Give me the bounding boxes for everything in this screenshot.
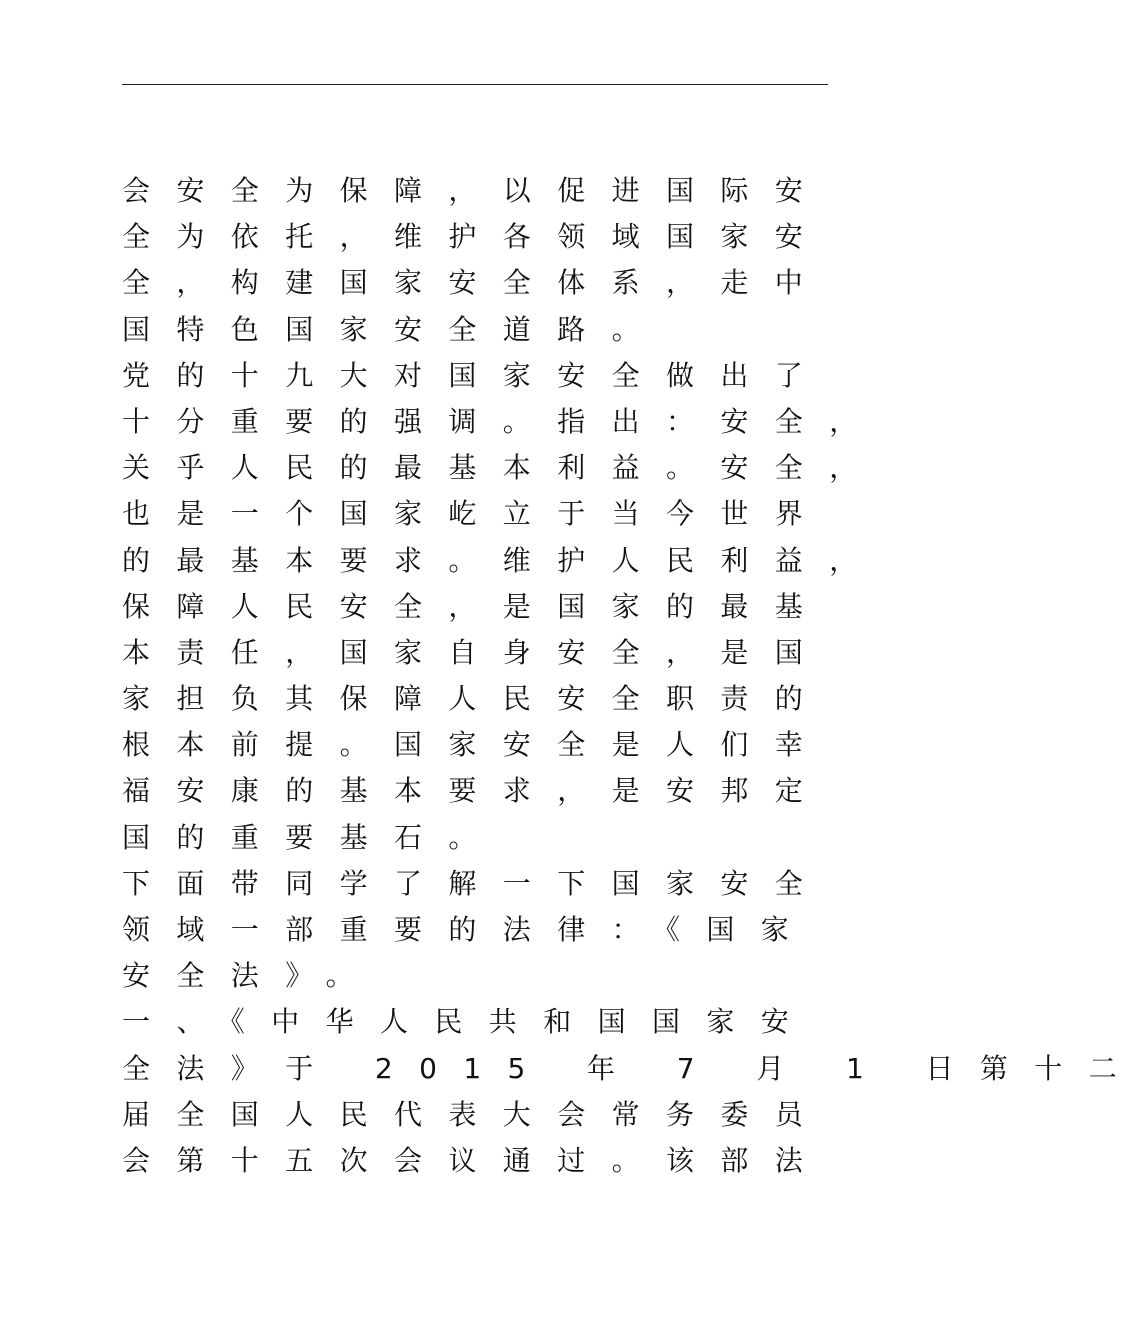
text-line: 国的重要基石。 (122, 820, 503, 854)
header-rule (122, 84, 828, 85)
text-line: 一、《中华人民共和国国家安 (122, 1005, 816, 1039)
document-body (122, 168, 1143, 1184)
text-line: 国特色国家安全道路。 (122, 312, 667, 346)
text-line: 全，构建国家安全体系，走中 (122, 266, 830, 300)
text-line: 也是一个国家屹立于当今世界 (122, 497, 830, 531)
text-line: 会安全为保障，以促进国际安 (122, 174, 830, 207)
text-line: 全法》于 2015 年 7 月 1 日第十二 (122, 1051, 1143, 1085)
text-line: 保障人民安全，是国家的最基 (122, 589, 830, 623)
text-line: 安全法》。 (122, 959, 381, 993)
text-line: 会第十五次会议通过。该部法 (122, 1143, 830, 1177)
text-line: 党的十九大对国家安全做出了 (122, 358, 830, 392)
text-line: 的最基本要求。维护人民利益， (122, 543, 884, 577)
text-line: 家担负其保障人民安全职责的 (122, 682, 830, 716)
text-line: 根本前提。国家安全是人们幸 (122, 728, 830, 762)
text-line: 福安康的基本要求，是安邦定 (122, 774, 830, 808)
text-line: 下面带同学了解一下国家安全 (122, 866, 830, 900)
text-line: 领域一部重要的法律：《国家 (122, 913, 816, 946)
text-line: 十分重要的强调。指出：安全， (122, 404, 884, 438)
text-line: 关乎人民的最基本利益。安全， (122, 451, 884, 485)
text-line: 全为依托，维护各领域国家安 (122, 220, 830, 254)
text-line: 届全国人民代表大会常务委员 (122, 1097, 830, 1131)
text-line: 本责任，国家自身安全，是国 (122, 635, 830, 669)
